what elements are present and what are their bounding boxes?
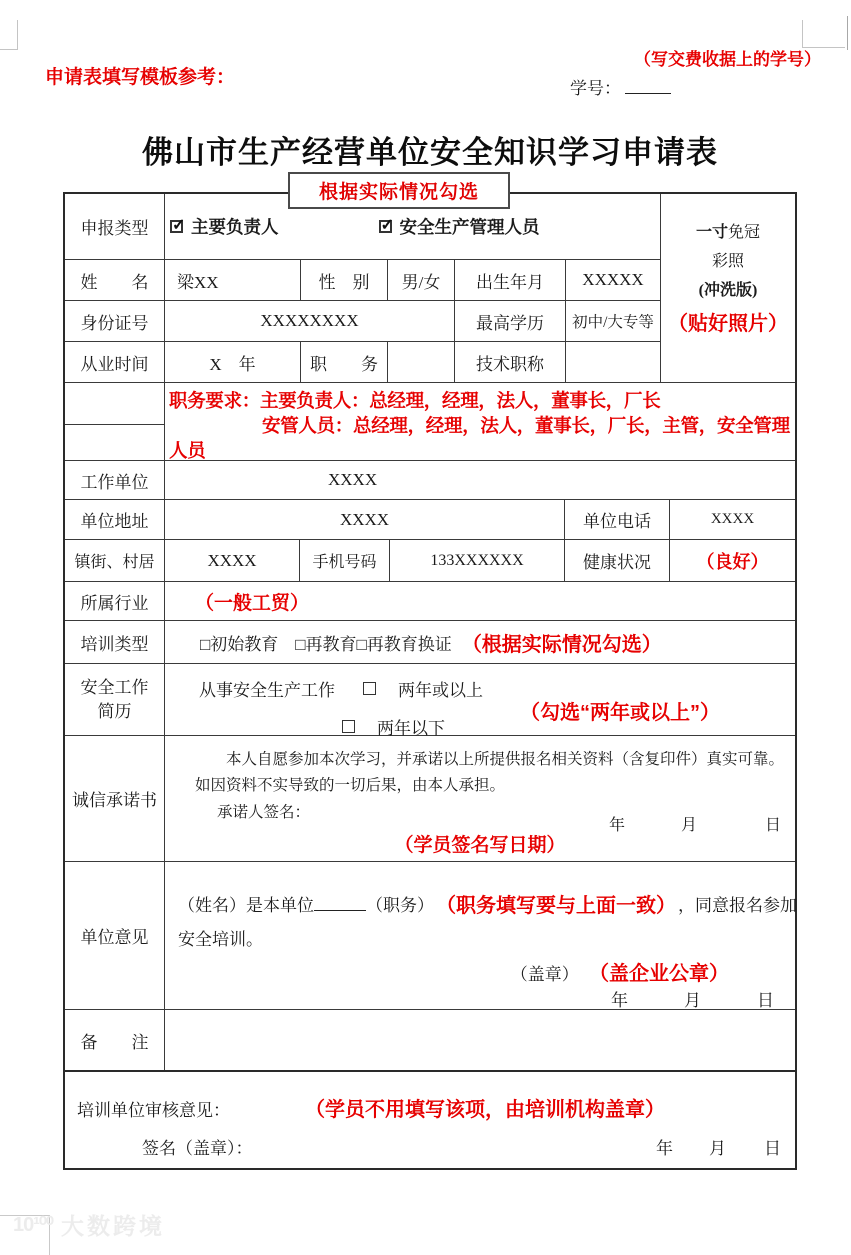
training-type-hint: （根据实际情况勾选） — [461, 633, 662, 656]
date-year: 年 — [611, 991, 628, 1010]
tel-label: 单位电话 — [565, 500, 670, 540]
check-icon: ✓ — [172, 217, 186, 234]
id-number-value: XXXXXXXX — [165, 301, 455, 342]
declare-option-2: 安全生产管理人员 — [399, 217, 540, 237]
opinion-seg2: （职务） — [366, 896, 434, 915]
training-options-text[interactable]: □初始教育 □再教育□再教育换证 — [200, 634, 452, 654]
check-icon: ✓ — [380, 217, 394, 234]
review-label: 培训单位审核意见： — [77, 1101, 230, 1120]
date-year: 年 — [609, 817, 626, 834]
id-number-label: 身份证号 — [65, 301, 165, 342]
photo-line2: 彩照 — [711, 253, 744, 270]
post-label: 职 务 — [301, 342, 388, 383]
watermark-logo-icon: 10¹⁰⁰ — [13, 1214, 53, 1236]
tel-value: XXXX — [670, 500, 795, 540]
declare-option-1: 主要负责人 — [191, 217, 279, 237]
photo-line1-bold: 一寸 — [695, 224, 728, 241]
education-value: 初中/大专等 — [566, 301, 660, 342]
integrity-hint: （学员签名写日期） — [394, 835, 566, 856]
tech-title-label: 技术职称 — [455, 342, 566, 383]
row-employer — [65, 461, 795, 500]
resume-option-line1 — [199, 676, 483, 701]
post-req-label-column — [65, 383, 165, 461]
gender-value: 男/女 — [388, 260, 455, 301]
student-number-label: 学号： — [570, 79, 621, 98]
integrity-line1: 本人自愿参加本次学习，并承诺以上所提供报名相关资料（含复印件）真实可靠。 — [226, 751, 785, 768]
safety-resume-label-line1: 安全工作 — [80, 677, 149, 697]
watermark — [13, 1208, 165, 1241]
date-month: 月 — [709, 1139, 726, 1158]
address-value: XXXX — [165, 500, 565, 540]
mobile-value: 133XXXXXX — [390, 540, 565, 582]
resume-option-1: 两年或以上 — [398, 681, 483, 700]
opinion-seg1: （姓名）是本单位 — [178, 896, 314, 915]
row-employer-opinion — [65, 862, 795, 1010]
education-label: 最高学历 — [455, 301, 566, 342]
form-title: 佛山市生产经营单位安全知识学习申请表 — [142, 135, 718, 170]
template-reference-note: 申请表填写模板参考： — [45, 67, 236, 88]
town-label: 镇街、村居 — [65, 540, 165, 582]
service-time-value: X 年 — [165, 342, 301, 383]
blank-underline[interactable] — [314, 896, 366, 911]
tech-title-value[interactable] — [566, 342, 660, 383]
student-number-hint: （写交费收据上的学号） — [634, 50, 821, 69]
resume-hint: （勾选“两年或以上”） — [520, 702, 720, 724]
review-date — [656, 1134, 781, 1159]
integrity-sign-label: 承诺人签名： — [217, 804, 311, 821]
seal-label: （盖章） — [510, 965, 579, 984]
date-day: 日 — [765, 817, 782, 834]
date-month: 月 — [684, 991, 701, 1010]
opinion-seg3: ，同意报名参加 — [678, 896, 797, 915]
declare-type-label: 申报类型 — [65, 194, 165, 260]
name-label: 姓 名 — [65, 260, 165, 301]
photo-line3: (冲洗版) — [698, 282, 758, 299]
safety-resume-label-line2: 简历 — [97, 701, 132, 721]
post-req-line2: 安管人员：总经理，经理，法人，董事长，厂长，主管，安全管理 — [262, 415, 790, 436]
industry-value-hint — [165, 582, 795, 621]
integrity-content — [165, 736, 795, 862]
health-value-hint: （良好） — [670, 540, 795, 582]
training-type-options — [165, 621, 795, 664]
service-time-label: 从业时间 — [65, 342, 165, 383]
row-post-requirements — [65, 383, 795, 461]
date-day: 日 — [764, 1139, 781, 1158]
declare-type-callout: 根据实际情况勾选 — [288, 172, 510, 209]
integrity-label: 诚信承诺书 — [65, 736, 165, 862]
remarks-value[interactable] — [165, 1010, 795, 1070]
resume-option-2: 两年以下 — [377, 719, 445, 738]
row-safety-resume — [65, 664, 795, 736]
date-year: 年 — [656, 1139, 673, 1158]
employer-value: XXXX — [165, 461, 795, 500]
town-value: XXXX — [165, 540, 300, 582]
birth-value: XXXXX — [566, 260, 660, 301]
page-corner-mark-top-left — [0, 20, 18, 50]
opinion-date — [611, 986, 774, 1011]
date-day: 日 — [757, 991, 774, 1010]
checkbox-checked-icon[interactable] — [170, 217, 186, 234]
row-town — [65, 540, 795, 582]
empty-label-cell — [65, 383, 165, 425]
opinion-label: 单位意见 — [65, 862, 165, 1010]
gender-label: 性 别 — [301, 260, 388, 301]
address-label: 单位地址 — [65, 500, 165, 540]
page-edge-mark-right — [847, 16, 848, 50]
industry-hint-text: （一般工贸） — [195, 592, 310, 614]
opinion-line2: 安全培训。 — [178, 930, 263, 949]
safety-resume-label — [65, 664, 165, 736]
row-training-type — [65, 621, 795, 664]
opinion-seal-line — [511, 957, 729, 986]
review-hint: （学员不用填写该项，由培训机构盖章） — [305, 1099, 665, 1121]
health-label: 健康状况 — [565, 540, 670, 582]
opinion-content — [165, 862, 795, 1010]
safety-resume-content — [165, 664, 795, 736]
row-industry — [65, 582, 795, 621]
date-month: 月 — [681, 817, 698, 834]
photo-line1-rest: 免冠 — [728, 224, 761, 241]
resume-prefix: 从事安全生产工作 — [199, 681, 335, 700]
photo-cell — [660, 194, 795, 383]
integrity-line2: 如因资料不实导致的一切后果，由本人承担。 — [195, 777, 506, 794]
post-value[interactable] — [388, 342, 455, 383]
row-integrity — [65, 736, 795, 862]
seal-hint: （盖企业公章） — [589, 963, 729, 985]
photo-hint: （贴好照片） — [668, 313, 788, 335]
name-value: 梁XX — [165, 260, 301, 301]
row-remarks — [65, 1010, 795, 1070]
remarks-label: 备 注 — [65, 1010, 165, 1070]
checkbox-checked-icon[interactable] — [379, 217, 394, 234]
post-req-line1: 职务要求：主要负责人：总经理，经理，法人，董事长，厂长 — [169, 390, 661, 411]
application-table — [63, 192, 797, 1170]
page-corner-mark-top-right — [802, 20, 845, 48]
post-requirements-text — [165, 383, 795, 461]
row-address — [65, 500, 795, 540]
industry-label: 所属行业 — [65, 582, 165, 621]
birth-label: 出生年月 — [455, 260, 566, 301]
watermark-text: 大数跨境 — [60, 1213, 165, 1239]
training-type-label: 培训类型 — [65, 621, 165, 664]
empty-label-cell — [65, 425, 165, 461]
opinion-post-hint: （职务填写要与上面一致） — [436, 895, 676, 917]
employer-label: 工作单位 — [65, 461, 165, 500]
post-req-line3: 人员 — [169, 440, 206, 461]
opinion-line1 — [178, 889, 797, 918]
mobile-label: 手机号码 — [300, 540, 390, 582]
student-number-row — [570, 74, 671, 99]
photo-line1 — [696, 218, 760, 247]
section-training-unit-review — [65, 1070, 795, 1168]
checkbox-unchecked-icon[interactable] — [342, 720, 355, 733]
checkbox-unchecked-icon[interactable] — [363, 682, 376, 695]
student-number-blank[interactable] — [625, 78, 671, 94]
review-sign-label: 签名（盖章）： — [142, 1139, 253, 1158]
